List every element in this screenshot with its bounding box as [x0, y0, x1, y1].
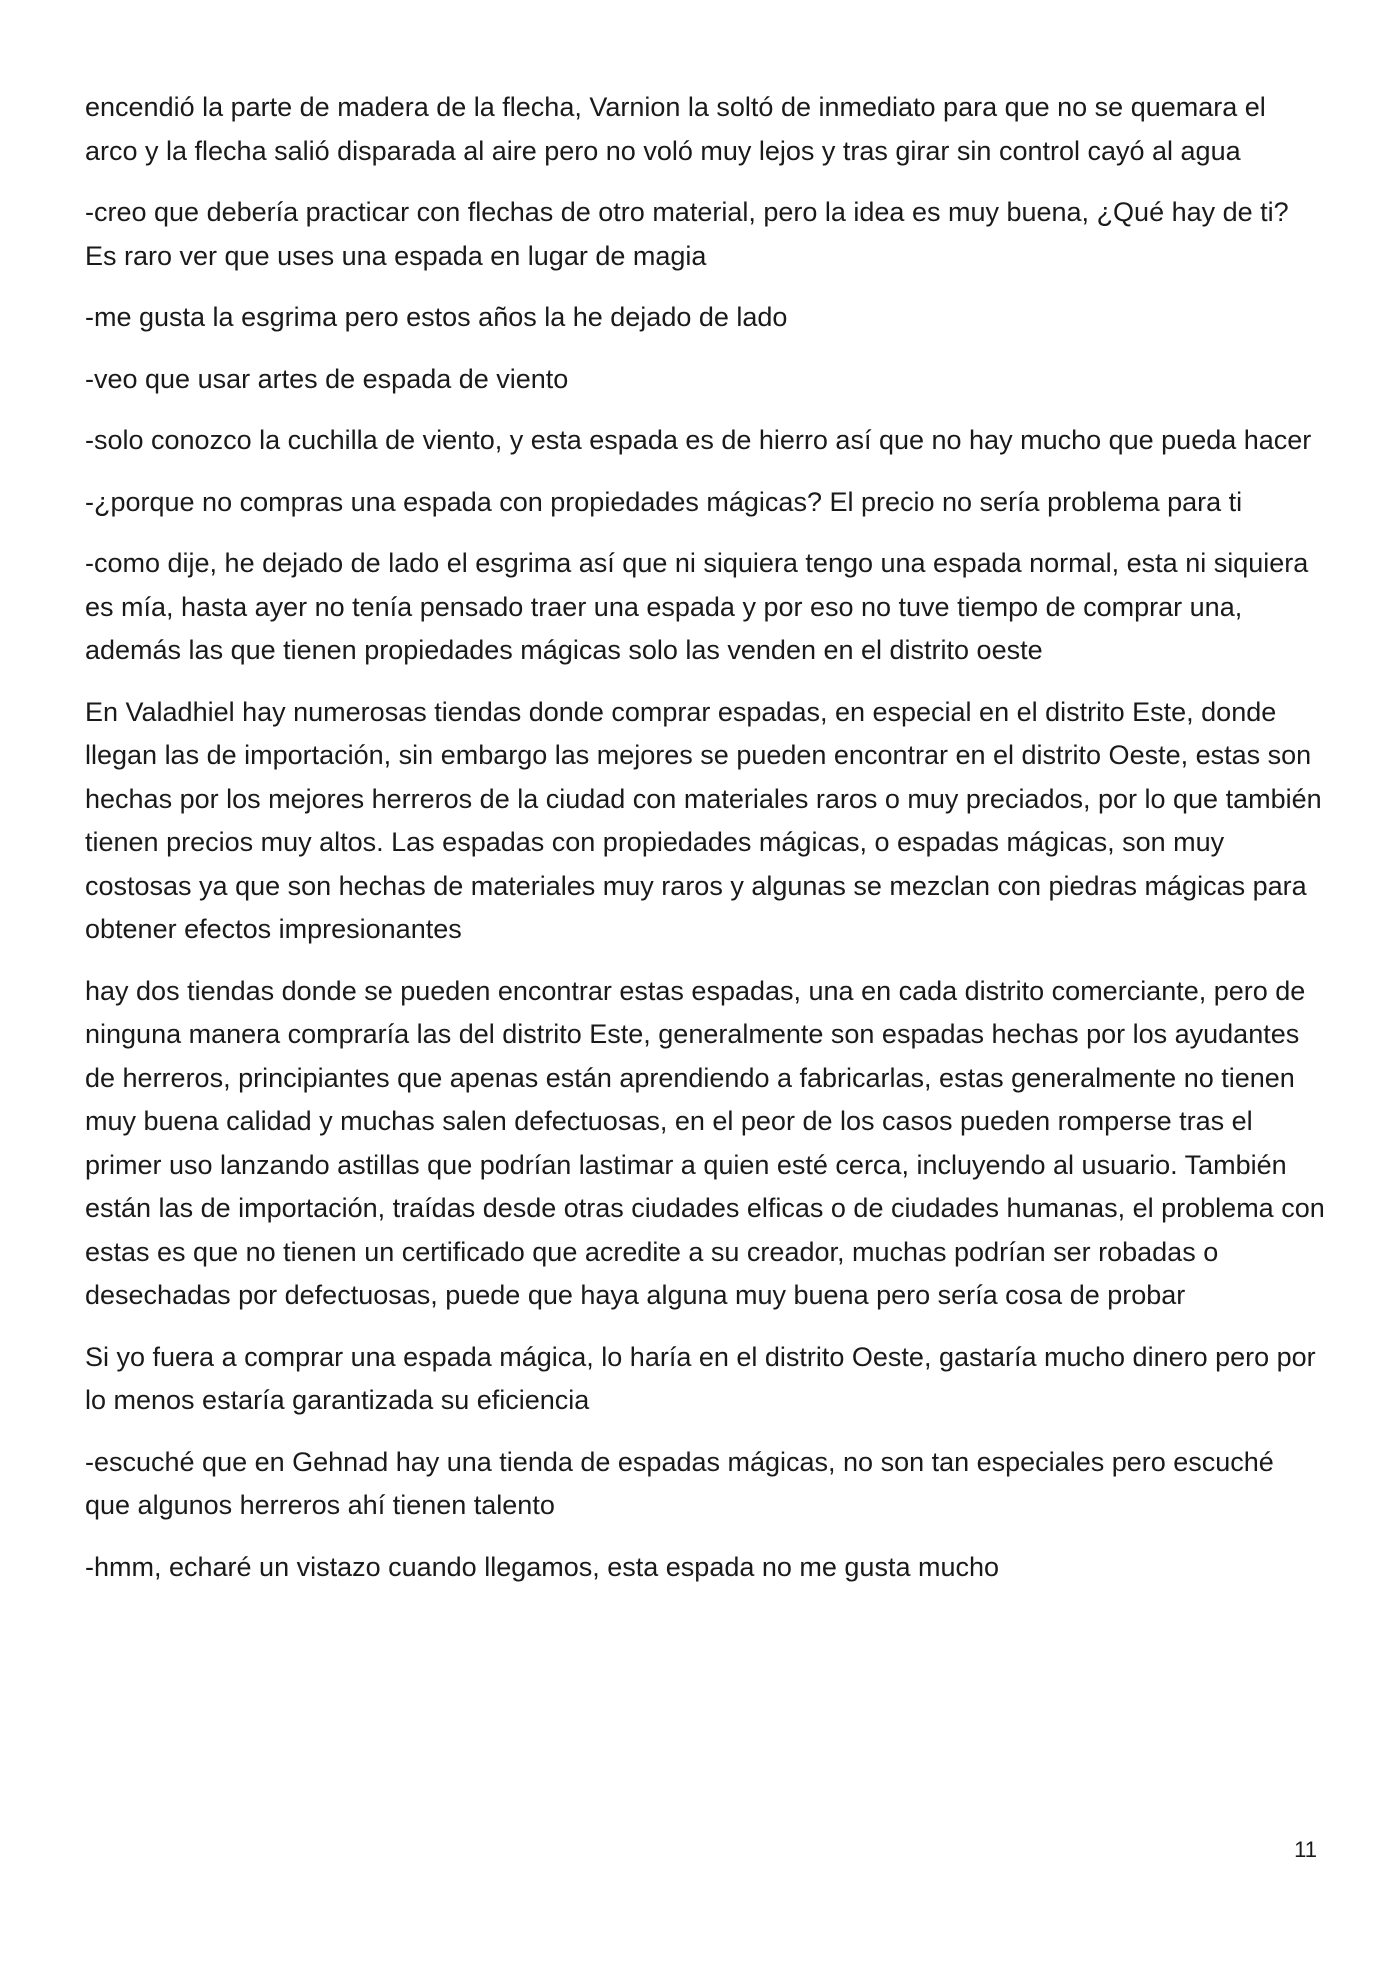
- paragraph-2: -creo que debería practicar con flechas de otro material, pero la idea es muy buena, ¿Qué hay de ti? Es raro ver que uses una espada en lugar de magia: [85, 197, 1289, 271]
- paragraph-6: -¿porque no compras una espada con propiedades mágicas? El precio no sería problema para ti: [85, 486, 1243, 517]
- paragraph-5: -solo conozco la cuchilla de viento, y esta espada es de hierro así que no hay mucho que pueda hacer: [85, 425, 1312, 455]
- page-number: 11: [1294, 1837, 1317, 1862]
- paragraph-11: -escuché que en Gehnad hay una tienda de espadas mágicas, no son tan especiales pero escuché que algunos herreros ahí tienen talento: [85, 1446, 1274, 1520]
- paragraph-10: Si yo fuera a comprar una espada mágica, lo haría en el distrito Oeste, gastaría mucho dinero pero por lo menos estaría garantizada su eficiencia: [85, 1341, 1316, 1415]
- paragraph-9: hay dos tiendas donde se pueden encontrar estas espadas, una en cada distrito comerciante, pero de ninguna manera compraría las del distrito Este, generalmente son espadas hechas por los ayudantes de herreros, principiantes que apenas están aprendiendo a fabricarlas, estas generalmente no tienen muy buena calidad y muchas salen defectuosas, en el peor de los casos pueden romperse tras el primer uso lanzando astillas que podrían lastimar a quien esté cerca, incluyendo al usuario. También están las de importación, traídas desde otras ciudades elficas o de ciudades humanas, el problema con estas es que no tienen un certificado que acredite a su creador, muchas podrían ser robadas o desechadas por defectuosas, puede que haya alguna muy buena pero sería cosa de probar: [85, 975, 1325, 1310]
- paragraph-8: En Valadhiel hay numerosas tiendas donde comprar espadas, en especial en el distrito Este, donde llegan las de importación, sin embargo las mejores se pueden encontrar en el distrito Oeste, estas son hechas por los mejores herreros de la ciudad con materiales raros o muy preciados, por lo que también tienen precios muy altos. Las espadas con propiedades mágicas, o espadas mágicas, son muy costosas ya que son hechas de materiales muy raros y algunas se mezclan con piedras mágicas para obtener efectos impresionantes: [85, 696, 1322, 944]
- paragraph-1: encendió la parte de madera de la flecha, Varnion la soltó de inmediato para que no se quemara el arco y la flecha salió disparada al aire pero no voló muy lejos y tras girar sin control cayó al agua: [85, 92, 1266, 166]
- paragraph-4: -veo que usar artes de espada de viento: [85, 363, 569, 394]
- document-page: [85, 86, 1325, 1607]
- paragraph-12: -hmm, echaré un vistazo cuando llegamos, esta espada no me gusta mucho: [85, 1551, 1000, 1582]
- paragraph-7: -como dije, he dejado de lado el esgrima así que ni siquiera tengo una espada normal, esta ni siquiera es mía, hasta ayer no tenía pensado traer una espada y por eso no tuve tiempo de comprar una, además las que tienen propiedades mágicas solo las venden en el distrito oeste: [85, 548, 1309, 665]
- paragraph-3: -me gusta la esgrima pero estos años la he dejado de lado: [85, 302, 788, 332]
